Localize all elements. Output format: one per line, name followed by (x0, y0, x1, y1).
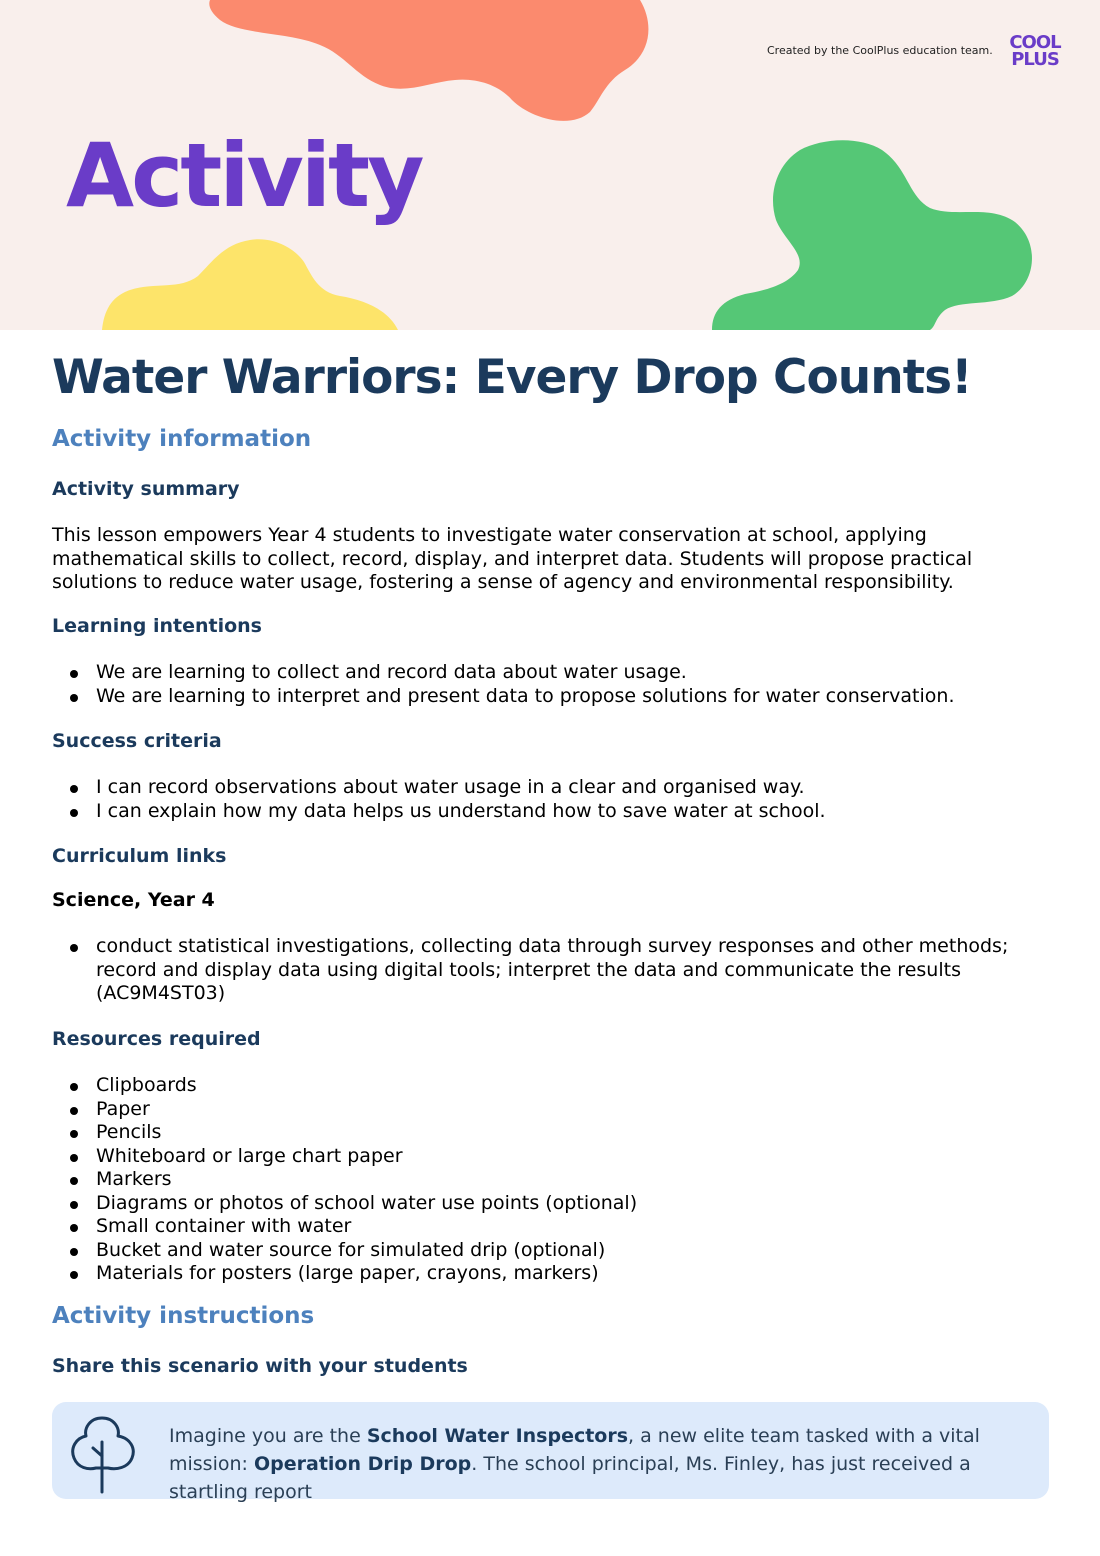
scenario-bold-1: School Water Inspectors (366, 1425, 629, 1447)
yellow-blob (102, 239, 398, 330)
heading-activity-summary: Activity summary (52, 478, 240, 500)
scenario-part-2: , a new elite team tasked with a vital mission: (169, 1425, 980, 1475)
section-activity-information: Activity information (52, 426, 312, 452)
coral-blob (209, 0, 648, 121)
heading-curriculum-links: Curriculum links (52, 845, 227, 867)
logo-line-1: COOL (1009, 32, 1061, 53)
success-criteria-list (52, 776, 1052, 823)
list-item: Diagrams or photos of school water use points (optional) (52, 1192, 1052, 1216)
list-item: Clipboards (52, 1074, 1052, 1098)
list-item: I can explain how my data helps us understand how to save water at school. (52, 800, 1052, 824)
scenario-callout (52, 1402, 1049, 1503)
scenario-bold-2: Operation Drip Drop (253, 1453, 472, 1475)
list-item: Small container with water (52, 1215, 1052, 1239)
list-item: Markers (52, 1168, 1052, 1192)
heading-share-scenario: Share this scenario with your students (52, 1355, 468, 1377)
heading-success-criteria: Success criteria (52, 730, 222, 752)
coolplus-logo (1004, 34, 1066, 68)
resources-list (52, 1074, 1052, 1286)
header-banner (0, 0, 1100, 330)
list-item: conduct statistical investigations, collecting data through survey responses and other methods; record and display data using digital tools; interpret the data and communicate the results (AC9M4ST03) (52, 935, 1022, 1006)
heading-resources-required: Resources required (52, 1028, 261, 1050)
section-activity-instructions: Activity instructions (52, 1303, 315, 1329)
document-title: Water Warriors: Every Drop Counts! (52, 350, 972, 405)
list-item: I can record observations about water usage in a clear and organised way. (52, 776, 1052, 800)
list-item: Materials for posters (large paper, crayons, markers) (52, 1262, 1052, 1286)
list-item: We are learning to collect and record data about water usage. (52, 661, 1052, 685)
list-item: We are learning to interpret and present data to propose solutions for water conservation. (52, 685, 1052, 709)
learning-intentions-list (52, 661, 1052, 708)
credit-text: Created by the CoolPlus education team. (767, 44, 993, 57)
list-item: Bucket and water source for simulated drip (optional) (52, 1239, 1052, 1263)
green-blob (712, 140, 1032, 330)
summary-paragraph: This lesson empowers Year 4 students to investigate water conservation at school, applying mathematical skills to collect, record, display, and interpret data. Students will propose practical solutions to reduce water usage, fostering a sense of agency and environmental responsibility. (52, 524, 973, 593)
scenario-part-3: . The school principal, Ms. Finley, has just received a startling report (169, 1453, 971, 1503)
curriculum-subject: Science, Year 4 (52, 889, 215, 911)
logo-line-2: PLUS (1011, 49, 1059, 70)
scenario-part-1: Imagine you are the (169, 1425, 367, 1447)
tree-icon (66, 1412, 138, 1494)
list-item: Paper (52, 1098, 1052, 1122)
scenario-text (169, 1422, 1039, 1506)
list-item: Whiteboard or large chart paper (52, 1145, 1052, 1169)
heading-learning-intentions: Learning intentions (52, 615, 262, 637)
hero-title: Activity (66, 124, 422, 227)
curriculum-list (52, 935, 1022, 1006)
list-item: Pencils (52, 1121, 1052, 1145)
